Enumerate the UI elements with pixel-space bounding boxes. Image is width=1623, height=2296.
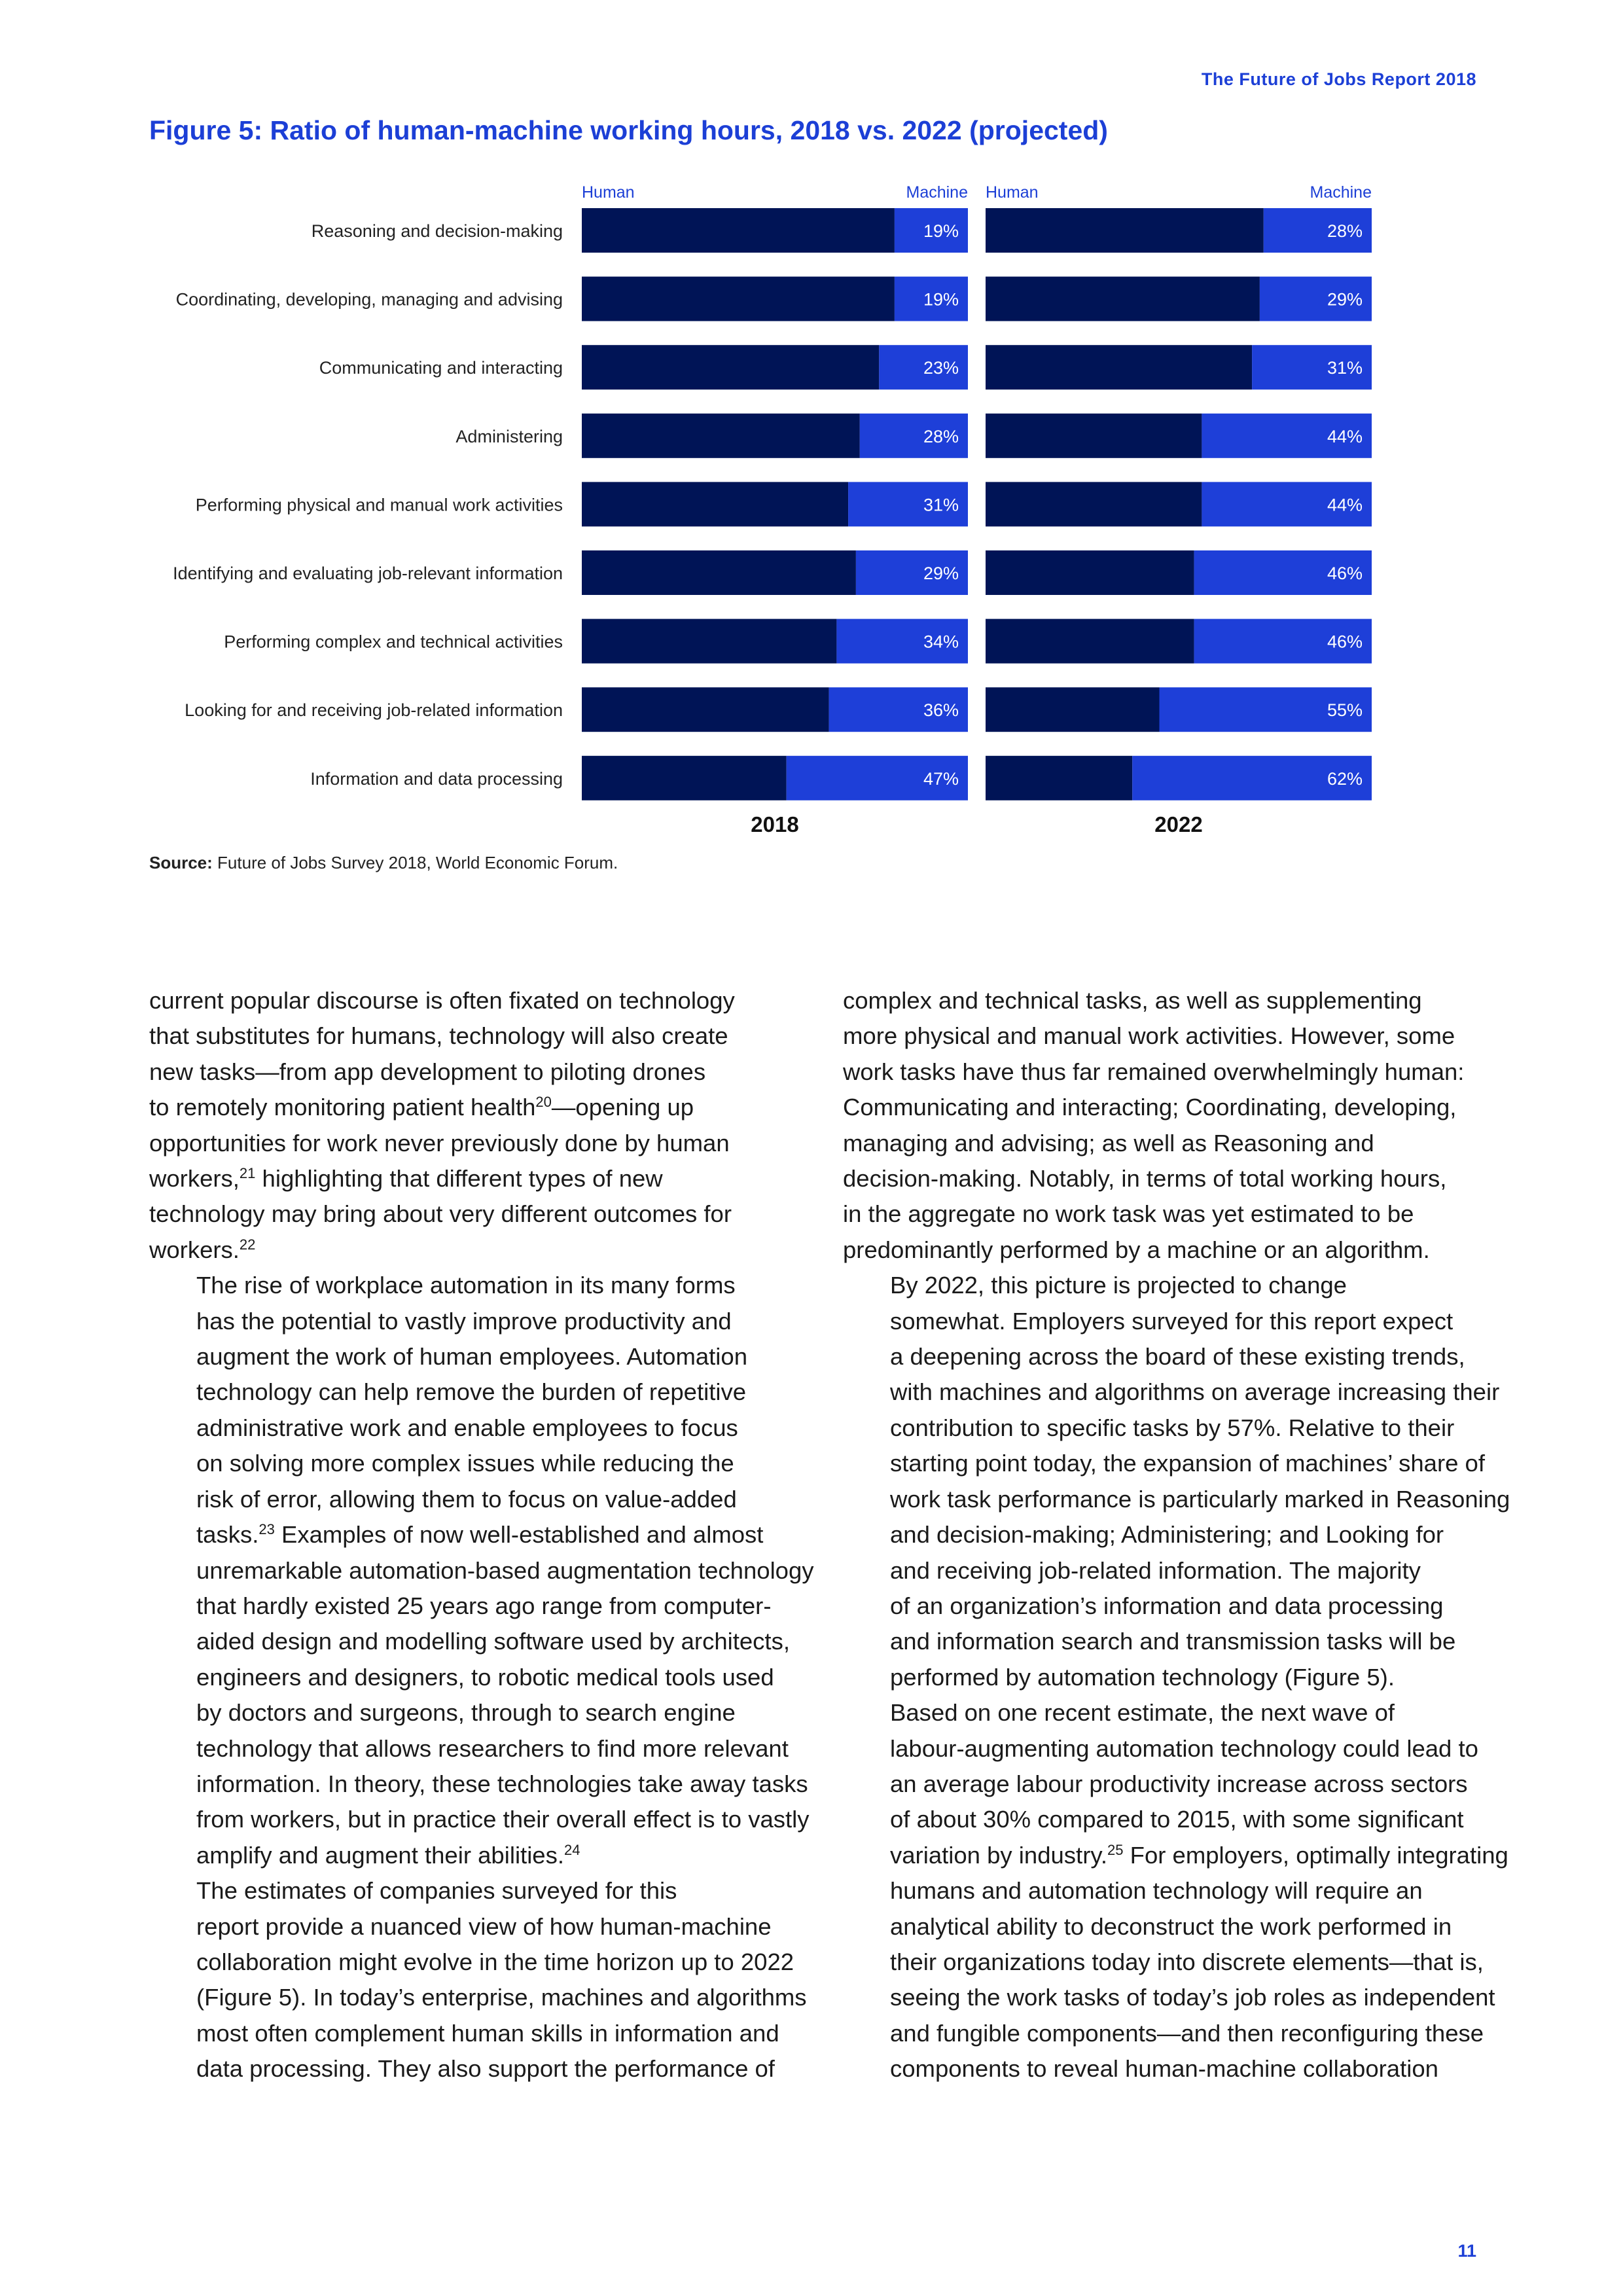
body-line: technology can help remove the burden of repetitive <box>196 1378 747 1406</box>
body-line: technology may bring about very different outcomes for <box>149 1200 732 1228</box>
bar-value-label: 31% <box>923 495 959 515</box>
body-line: and fungible components—and then reconfiguring these <box>890 2019 1484 2047</box>
body-line: with machines and algorithms on average increasing their <box>890 1378 1500 1406</box>
body-column-right <box>843 983 1510 2087</box>
body-line: tasks.$^{23}$ Examples of now well-established and almost <box>196 1520 764 1549</box>
body-line: workers.$^{22}$ <box>149 1236 256 1263</box>
body-line: that substitutes for humans, technology will also create <box>149 1022 728 1050</box>
body-paragraph <box>149 1873 807 2087</box>
legend-human-label: Human <box>582 183 635 202</box>
body-column-left <box>149 983 814 2087</box>
bar-value-label: 19% <box>923 289 959 310</box>
footnote-reference[interactable]: 23 <box>259 1520 275 1537</box>
bar-human-segment <box>986 414 1202 458</box>
bar-value-label: 28% <box>923 426 959 446</box>
legend-machine-label: Machine <box>906 183 968 202</box>
body-line: amplify and augment their abilities.$^{24}$ <box>196 1841 580 1869</box>
body-line: on solving more complex issues while reducing the <box>196 1450 734 1477</box>
bar-human-segment <box>986 687 1160 732</box>
category-label: Performing complex and technical activities <box>224 632 563 652</box>
body-line: work tasks have thus far remained overwhelmingly human: <box>843 1058 1465 1085</box>
body-line: opportunities for work never previously done by human <box>149 1129 730 1157</box>
body-line: information. In theory, these technologies take away tasks <box>196 1770 808 1797</box>
bar-human-segment <box>582 482 848 526</box>
body-line: and receiving job-related information. The majority <box>890 1556 1421 1584</box>
bar-human-segment <box>582 550 856 595</box>
body-line: augment the work of human employees. Automation <box>196 1343 748 1371</box>
body-paragraph <box>843 1268 1510 1695</box>
body-line: report provide a nuanced view of how human-machine <box>196 1912 772 1940</box>
body-line: starting point today, the expansion of machines’ share of <box>890 1450 1485 1477</box>
body-line: performed by automation technology (Figure 5). <box>890 1663 1395 1691</box>
panel-year-label: 2018 <box>751 812 799 836</box>
body-line: their organizations today into discrete elements—that is, <box>890 1948 1484 1975</box>
body-line: seeing the work tasks of today’s job roles as independent <box>890 1984 1495 2011</box>
body-line: complex and technical tasks, as well as supplementing <box>843 987 1422 1014</box>
body-line: has the potential to vastly improve productivity and <box>196 1307 732 1335</box>
page-number: 11 <box>1457 2241 1476 2261</box>
body-line: by doctors and surgeons, through to search engine <box>196 1699 736 1727</box>
body-line: managing and advising; as well as Reasoning and <box>843 1129 1374 1157</box>
bar-human-segment <box>582 277 895 321</box>
bar-human-segment <box>986 345 1252 389</box>
bar-value-label: 46% <box>1327 564 1363 583</box>
bar-human-segment <box>986 619 1194 664</box>
body-line: administrative work and enable employees to focus <box>196 1414 738 1441</box>
body-line: and information search and transmission tasks will be <box>890 1628 1456 1655</box>
bar-human-segment <box>582 208 895 253</box>
body-paragraph <box>843 1695 1508 2087</box>
body-line: technology that allows researchers to find more relevant <box>196 1734 789 1762</box>
body-line: new tasks—from app development to piloting drones <box>149 1058 706 1085</box>
category-label: Identifying and evaluating job-relevant information <box>173 564 563 583</box>
bar-value-label: 29% <box>1327 289 1363 310</box>
body-line: By 2022, this picture is projected to change <box>890 1272 1347 1299</box>
body-line: work task performance is particularly marked in Reasoning <box>890 1485 1510 1513</box>
bar-value-label: 31% <box>1327 358 1363 378</box>
bar-human-segment <box>582 345 879 389</box>
bar-value-label: 36% <box>923 700 959 721</box>
body-line: and decision-making; Administering; and Looking for <box>890 1521 1444 1549</box>
category-label: Communicating and interacting <box>319 358 563 378</box>
bar-human-segment <box>986 756 1132 800</box>
body-line: risk of error, allowing them to focus on value-added <box>196 1485 737 1513</box>
bar-value-label: 55% <box>1327 700 1363 721</box>
body-line: Communicating and interacting; Coordinating, developing, <box>843 1094 1457 1121</box>
source-label: Source: <box>149 853 213 872</box>
body-line: more physical and manual work activities. However, some <box>843 1022 1455 1050</box>
body-line: unremarkable automation-based augmentation technology <box>196 1556 814 1584</box>
bar-human-segment <box>582 414 860 458</box>
stacked-bar-chart <box>0 0 1623 851</box>
bar-human-segment <box>582 687 829 732</box>
bar-value-label: 19% <box>923 221 959 241</box>
body-line: components to reveal human-machine collaboration <box>890 2055 1438 2083</box>
body-line: most often complement human skills in information and <box>196 2019 779 2047</box>
body-line: workers,$^{21}$ highlighting that different types of new <box>149 1164 663 1193</box>
bar-human-segment <box>986 208 1264 253</box>
body-line: (Figure 5). In today’s enterprise, machines and algorithms <box>196 1984 807 2011</box>
body-line: current popular discourse is often fixated on technology <box>149 987 735 1014</box>
body-paragraph <box>149 983 788 1268</box>
body-line: humans and automation technology will require an <box>890 1877 1423 1905</box>
body-line: engineers and designers, to robotic medical tools used <box>196 1663 774 1691</box>
source-text: Future of Jobs Survey 2018, World Economic Forum. <box>217 853 618 872</box>
footnote-reference[interactable]: 25 <box>1107 1841 1124 1858</box>
body-line: of about 30% compared to 2015, with some significant <box>890 1806 1464 1833</box>
body-line: somewhat. Employers surveyed for this report expect <box>890 1307 1454 1335</box>
bar-value-label: 47% <box>923 768 959 789</box>
footnote-reference[interactable]: 20 <box>535 1094 552 1111</box>
legend-human-label: Human <box>986 183 1039 202</box>
body-line: an average labour productivity increase across sectors <box>890 1770 1468 1797</box>
bar-value-label: 29% <box>923 564 959 583</box>
footnote-reference[interactable]: 21 <box>239 1164 256 1181</box>
body-line: a deepening across the board of these existing trends, <box>890 1343 1465 1371</box>
body-paragraph <box>149 1268 814 1873</box>
category-label: Administering <box>455 426 563 446</box>
body-line: labour-augmenting automation technology could lead to <box>890 1734 1478 1762</box>
body-line: of an organization’s information and data processing <box>890 1592 1444 1619</box>
figure-source <box>149 853 618 873</box>
body-paragraph <box>843 983 1482 1268</box>
body-line: predominantly performed by a machine or an algorithm. <box>843 1236 1430 1263</box>
bar-value-label: 28% <box>1327 221 1363 241</box>
footnote-reference[interactable]: 24 <box>564 1841 580 1858</box>
body-line: collaboration might evolve in the time horizon up to 2022 <box>196 1948 794 1975</box>
bar-human-segment <box>986 277 1260 321</box>
body-line: that hardly existed 25 years ago range from computer- <box>196 1592 772 1619</box>
body-line: decision-making. Notably, in terms of total working hours, <box>843 1165 1447 1193</box>
figure-title: Figure 5: Ratio of human-machine working hours, 2018 vs. 2022 (projected) <box>149 115 1108 145</box>
category-label: Performing physical and manual work activities <box>195 495 563 515</box>
body-line: contribution to specific tasks by 57%. Relative to their <box>890 1414 1455 1441</box>
category-label: Reasoning and decision-making <box>311 221 563 241</box>
body-line: from workers, but in practice their overall effect is to vastly <box>196 1806 810 1833</box>
bar-human-segment <box>582 619 836 664</box>
bar-value-label: 44% <box>1327 495 1363 515</box>
bar-human-segment <box>582 756 787 800</box>
body-line: aided design and modelling software used by architects, <box>196 1628 790 1655</box>
bar-value-label: 44% <box>1327 426 1363 446</box>
panel-year-label: 2022 <box>1154 812 1203 836</box>
bar-human-segment <box>986 482 1202 526</box>
category-label: Coordinating, developing, managing and advising <box>175 289 563 310</box>
category-label: Looking for and receiving job-related information <box>185 700 563 721</box>
bar-value-label: 46% <box>1327 632 1363 652</box>
body-line: variation by industry.$^{25}$ For employers, optimally integrating <box>890 1841 1508 1869</box>
legend-machine-label: Machine <box>1310 183 1372 202</box>
category-label: Information and data processing <box>310 768 563 789</box>
body-line: data processing. They also support the performance of <box>196 2055 775 2083</box>
body-line: to remotely monitoring patient health$^{20}$—opening up <box>149 1094 694 1121</box>
footnote-reference[interactable]: 22 <box>239 1236 256 1253</box>
bar-value-label: 23% <box>923 358 959 378</box>
body-line: analytical ability to deconstruct the work performed in <box>890 1912 1452 1940</box>
report-header-title: The Future of Jobs Report 2018 <box>1201 69 1476 89</box>
body-line: in the aggregate no work task was yet estimated to be <box>843 1200 1414 1228</box>
bar-value-label: 62% <box>1327 768 1363 789</box>
bar-human-segment <box>986 550 1194 595</box>
bar-value-label: 34% <box>923 632 959 652</box>
body-line: The estimates of companies surveyed for this <box>196 1877 677 1905</box>
body-line: Based on one recent estimate, the next wave of <box>890 1699 1395 1727</box>
body-line: The rise of workplace automation in its many forms <box>196 1272 736 1299</box>
